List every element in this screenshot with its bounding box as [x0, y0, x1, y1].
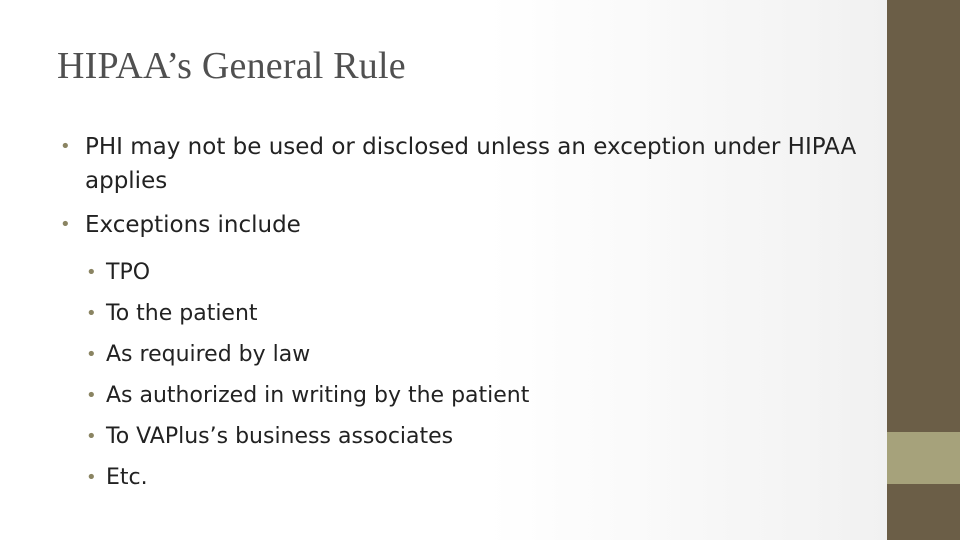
bullet-marker: • — [86, 467, 97, 488]
bullet-marker: • — [86, 344, 97, 365]
sidebar-accent-bottom — [887, 484, 960, 540]
bullet-item — [60, 130, 860, 198]
sub-bullet-text: Etc. — [106, 465, 148, 490]
slide-title: HIPAA’s General Rule — [57, 45, 406, 87]
sub-bullet-item — [60, 416, 860, 457]
sidebar-accent-top — [887, 0, 960, 432]
bullet-text: PHI may not be used or disclosed unless an exception under HIPAA applies — [85, 134, 857, 194]
bullet-marker: • — [86, 262, 97, 283]
sub-bullet-text: To VAPlus’s business associates — [106, 424, 454, 449]
sub-bullet-text: To the patient — [106, 301, 258, 326]
bullet-marker: • — [86, 303, 97, 324]
sub-bullet-item — [60, 252, 860, 293]
sub-bullet-item — [60, 457, 860, 498]
bullet-text: Exceptions include — [85, 212, 301, 238]
sub-bullet-item — [60, 293, 860, 334]
bullet-marker: • — [60, 136, 71, 157]
bullet-marker: • — [60, 214, 71, 235]
sidebar-accent-light-band — [887, 432, 960, 484]
bullet-list — [60, 130, 860, 498]
bullet-item — [60, 208, 860, 242]
bullet-marker: • — [86, 426, 97, 447]
sub-bullet-item — [60, 334, 860, 375]
bullet-marker: • — [86, 385, 97, 406]
sub-bullet-text: As authorized in writing by the patient — [106, 383, 530, 408]
sub-bullet-text: As required by law — [106, 342, 311, 367]
sub-bullet-item — [60, 375, 860, 416]
sub-bullet-text: TPO — [106, 260, 151, 285]
